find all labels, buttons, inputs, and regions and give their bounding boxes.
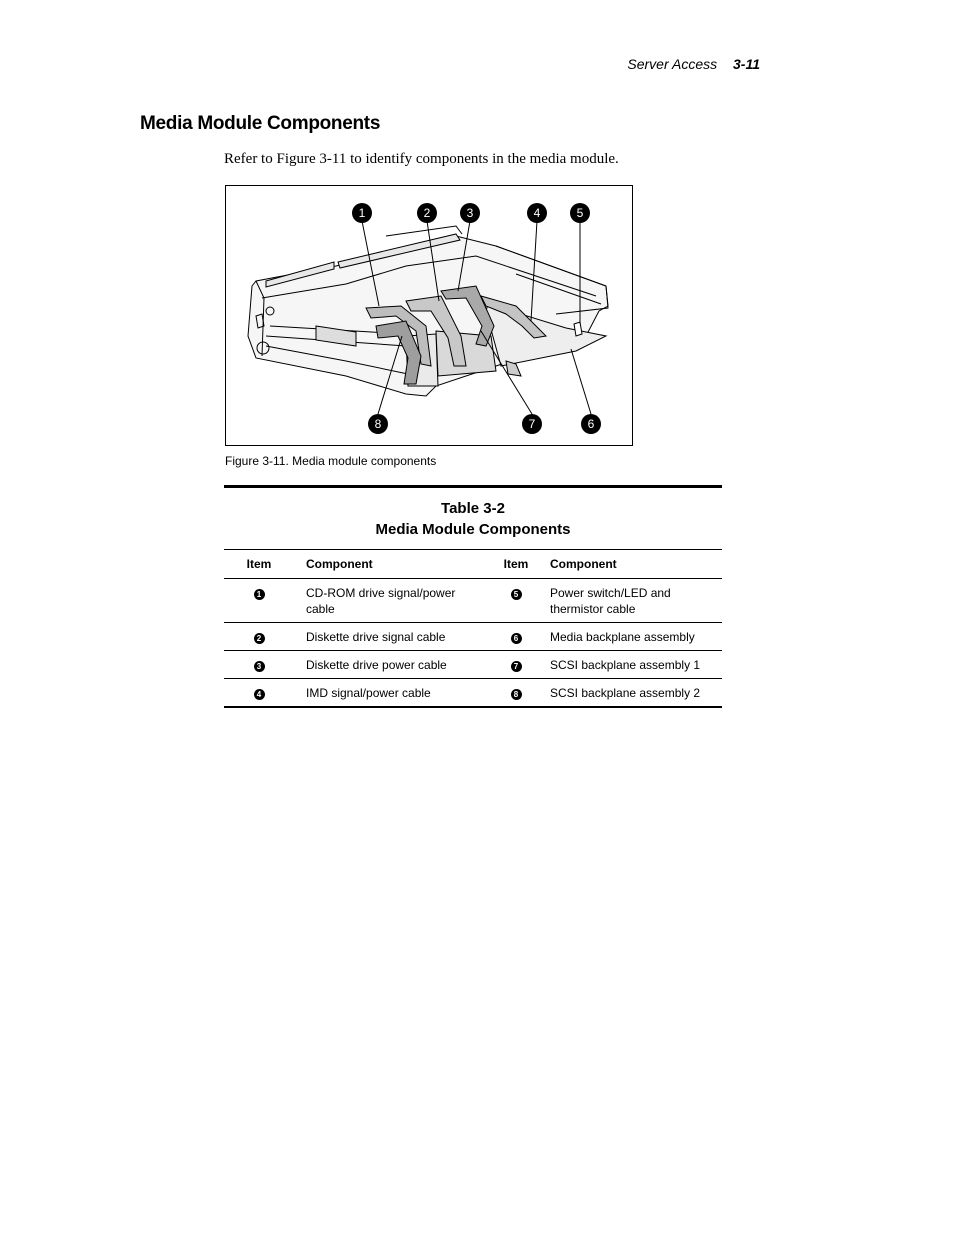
component-cell: Power switch/LED and thermistor cable xyxy=(550,586,671,616)
component-cell: Diskette drive signal cable xyxy=(306,630,446,644)
callout-4: 4 xyxy=(533,206,541,220)
component-cell: SCSI backplane assembly 2 xyxy=(550,686,701,700)
table-row xyxy=(224,679,722,708)
item-badge: 4 xyxy=(254,689,265,700)
component-cell: SCSI backplane assembly 1 xyxy=(550,658,701,672)
component-cell: IMD signal/power cable xyxy=(306,686,431,700)
header-page-number: 3-11 xyxy=(733,56,760,72)
section-title: Media Module Components xyxy=(140,113,381,134)
item-badge: 5 xyxy=(511,589,522,600)
table-header-row xyxy=(224,550,722,579)
item-badge: 6 xyxy=(511,633,522,644)
callout-3: 3 xyxy=(466,206,474,220)
header-component-2: Component xyxy=(550,557,617,571)
table-number: Table 3-2 xyxy=(441,500,505,517)
components-table xyxy=(224,549,722,708)
callout-8: 8 xyxy=(374,417,382,431)
callout-1: 1 xyxy=(358,206,366,220)
item-badge: 7 xyxy=(511,661,522,672)
header-section: Server Access xyxy=(627,56,718,72)
table-row xyxy=(224,651,722,679)
component-cell: CD-ROM drive signal/power cable xyxy=(306,586,456,616)
callout-6: 6 xyxy=(587,417,595,431)
callout-5: 5 xyxy=(576,206,584,220)
header-item: Item xyxy=(246,557,272,571)
item-badge: 8 xyxy=(511,689,522,700)
item-badge: 3 xyxy=(254,661,265,672)
table-title xyxy=(224,488,722,549)
item-badge: 1 xyxy=(254,589,265,600)
media-module-illustration xyxy=(226,186,634,447)
figure-media-module xyxy=(225,185,633,446)
header-item-2: Item xyxy=(503,557,529,571)
item-badge: 2 xyxy=(254,633,265,644)
component-cell: Media backplane assembly xyxy=(550,630,695,644)
callout-2: 2 xyxy=(423,206,431,220)
callout-7: 7 xyxy=(528,417,536,431)
running-header xyxy=(560,56,760,72)
table-caption: Media Module Components xyxy=(375,521,571,538)
table-row xyxy=(224,623,722,651)
intro-paragraph: Refer to Figure 3-11 to identify components in the media module. xyxy=(224,151,619,167)
figure-caption: Figure 3-11. Media module components xyxy=(225,454,437,468)
component-cell: Diskette drive power cable xyxy=(306,658,447,672)
components-table-section xyxy=(224,485,722,708)
header-component: Component xyxy=(306,557,373,571)
table-row xyxy=(224,579,722,623)
